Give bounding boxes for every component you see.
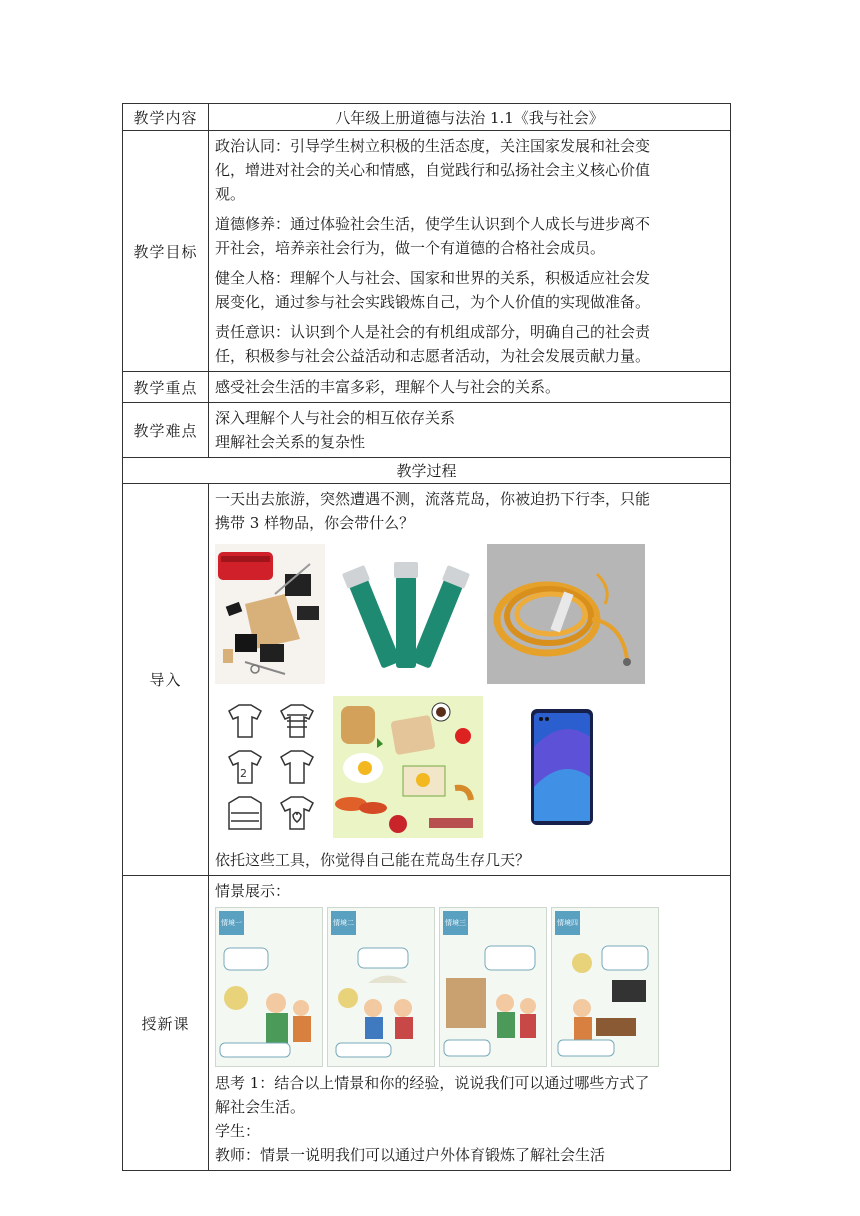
label-goals: 教学目标 (123, 131, 209, 372)
row-key-point (123, 372, 731, 403)
comic-panel-2 (327, 907, 435, 1067)
think-question-line: 思考 1：结合以上情景和你的经验，说说我们可以通过哪些方式了 (215, 1074, 650, 1092)
goal-personality (215, 266, 724, 314)
goal-line: 任，积极参与社会公益活动和志愿者活动，为社会发展贡献力量。 (215, 347, 651, 365)
intro-closing: 依托这些工具，你觉得自己能在荒岛生存几天？ (215, 851, 531, 869)
goal-responsibility (215, 320, 724, 368)
goal-line: 责任意识：认识到个人是社会的有机组成部分，明确自己的社会责 (215, 323, 651, 341)
comic-tag: 情境二 (331, 911, 356, 935)
comic-panel-1 (215, 907, 323, 1067)
content-value: 八年级上册道德与法治 1.1《我与社会》 (209, 104, 731, 131)
scenario-intro: 情景展示： (215, 882, 291, 900)
goal-line: 道德修养：通过体验社会生活，使学生认识到个人成长与进步离不 (215, 215, 651, 233)
label-content: 教学内容 (123, 104, 209, 131)
comic-panel-3 (439, 907, 547, 1067)
goals-cell (209, 131, 731, 372)
lighters-image (331, 544, 481, 684)
scenario-comics (215, 907, 655, 1067)
process-header: 教学过程 (123, 458, 731, 484)
goal-line: 健全人格：理解个人与社会、国家和世界的关系，积极适应社会发 (215, 269, 651, 287)
svg-text:2: 2 (240, 766, 247, 780)
sewing-kit-image (215, 544, 325, 684)
goal-moral (215, 212, 724, 260)
label-difficulty: 教学难点 (123, 403, 209, 458)
row-difficulty (123, 403, 731, 458)
goal-line: 观。 (215, 185, 246, 203)
label-intro: 导入 (123, 484, 209, 876)
goal-line: 政治认同：引导学生树立积极的生活态度，关注国家发展和社会变 (215, 137, 651, 155)
row-content (123, 104, 731, 131)
difficulty-line: 理解社会关系的复杂性 (215, 433, 366, 451)
row-intro (123, 484, 731, 876)
difficulty-line: 深入理解个人与社会的相互依存关系 (215, 409, 456, 427)
rope-image (487, 544, 645, 684)
new-lesson-cell (209, 876, 731, 1171)
survival-items-row-2 (215, 692, 724, 842)
goal-line: 化，增进对社会的关心和情感，自觉践行和弘扬社会主义核心价值 (215, 161, 651, 179)
difficulty-cell (209, 403, 731, 458)
survival-items-row-1 (215, 541, 724, 686)
intro-question-line: 一天出去旅游，突然遭遇不测，流落荒岛，你被迫扔下行李，只能 (215, 490, 651, 508)
row-goals (123, 131, 731, 372)
comic-tag: 情境四 (555, 911, 580, 935)
goal-line: 展变化，通过参与社会实践锻炼自己，为个人价值的实现做准备。 (215, 293, 651, 311)
comic-panel-4 (551, 907, 659, 1067)
goal-line: 开社会，培养亲社会行为，做一个有道德的合格社会成员。 (215, 239, 606, 257)
comic-tag: 情境三 (443, 911, 468, 935)
think-question-line: 解社会生活。 (215, 1098, 306, 1116)
key-point-value: 感受社会生活的丰富多彩，理解个人与社会的关系。 (209, 372, 731, 403)
teacher-answer: 教师：情景一说明我们可以通过户外体育锻炼了解社会生活 (215, 1146, 606, 1164)
goal-political (215, 134, 724, 206)
label-key-point: 教学重点 (123, 372, 209, 403)
row-new-lesson (123, 876, 731, 1171)
phone-image (527, 707, 597, 827)
student-answer: 学生： (215, 1122, 261, 1140)
comic-tag: 情境一 (219, 911, 244, 935)
intro-question-line: 携带 3 样物品，你会带什么？ (215, 514, 415, 532)
food-image (333, 696, 483, 838)
intro-cell (209, 484, 731, 876)
label-new-lesson: 授新课 (123, 876, 209, 1171)
lesson-plan-table (122, 103, 731, 1171)
row-process-header (123, 458, 731, 484)
clothes-image (215, 695, 325, 840)
